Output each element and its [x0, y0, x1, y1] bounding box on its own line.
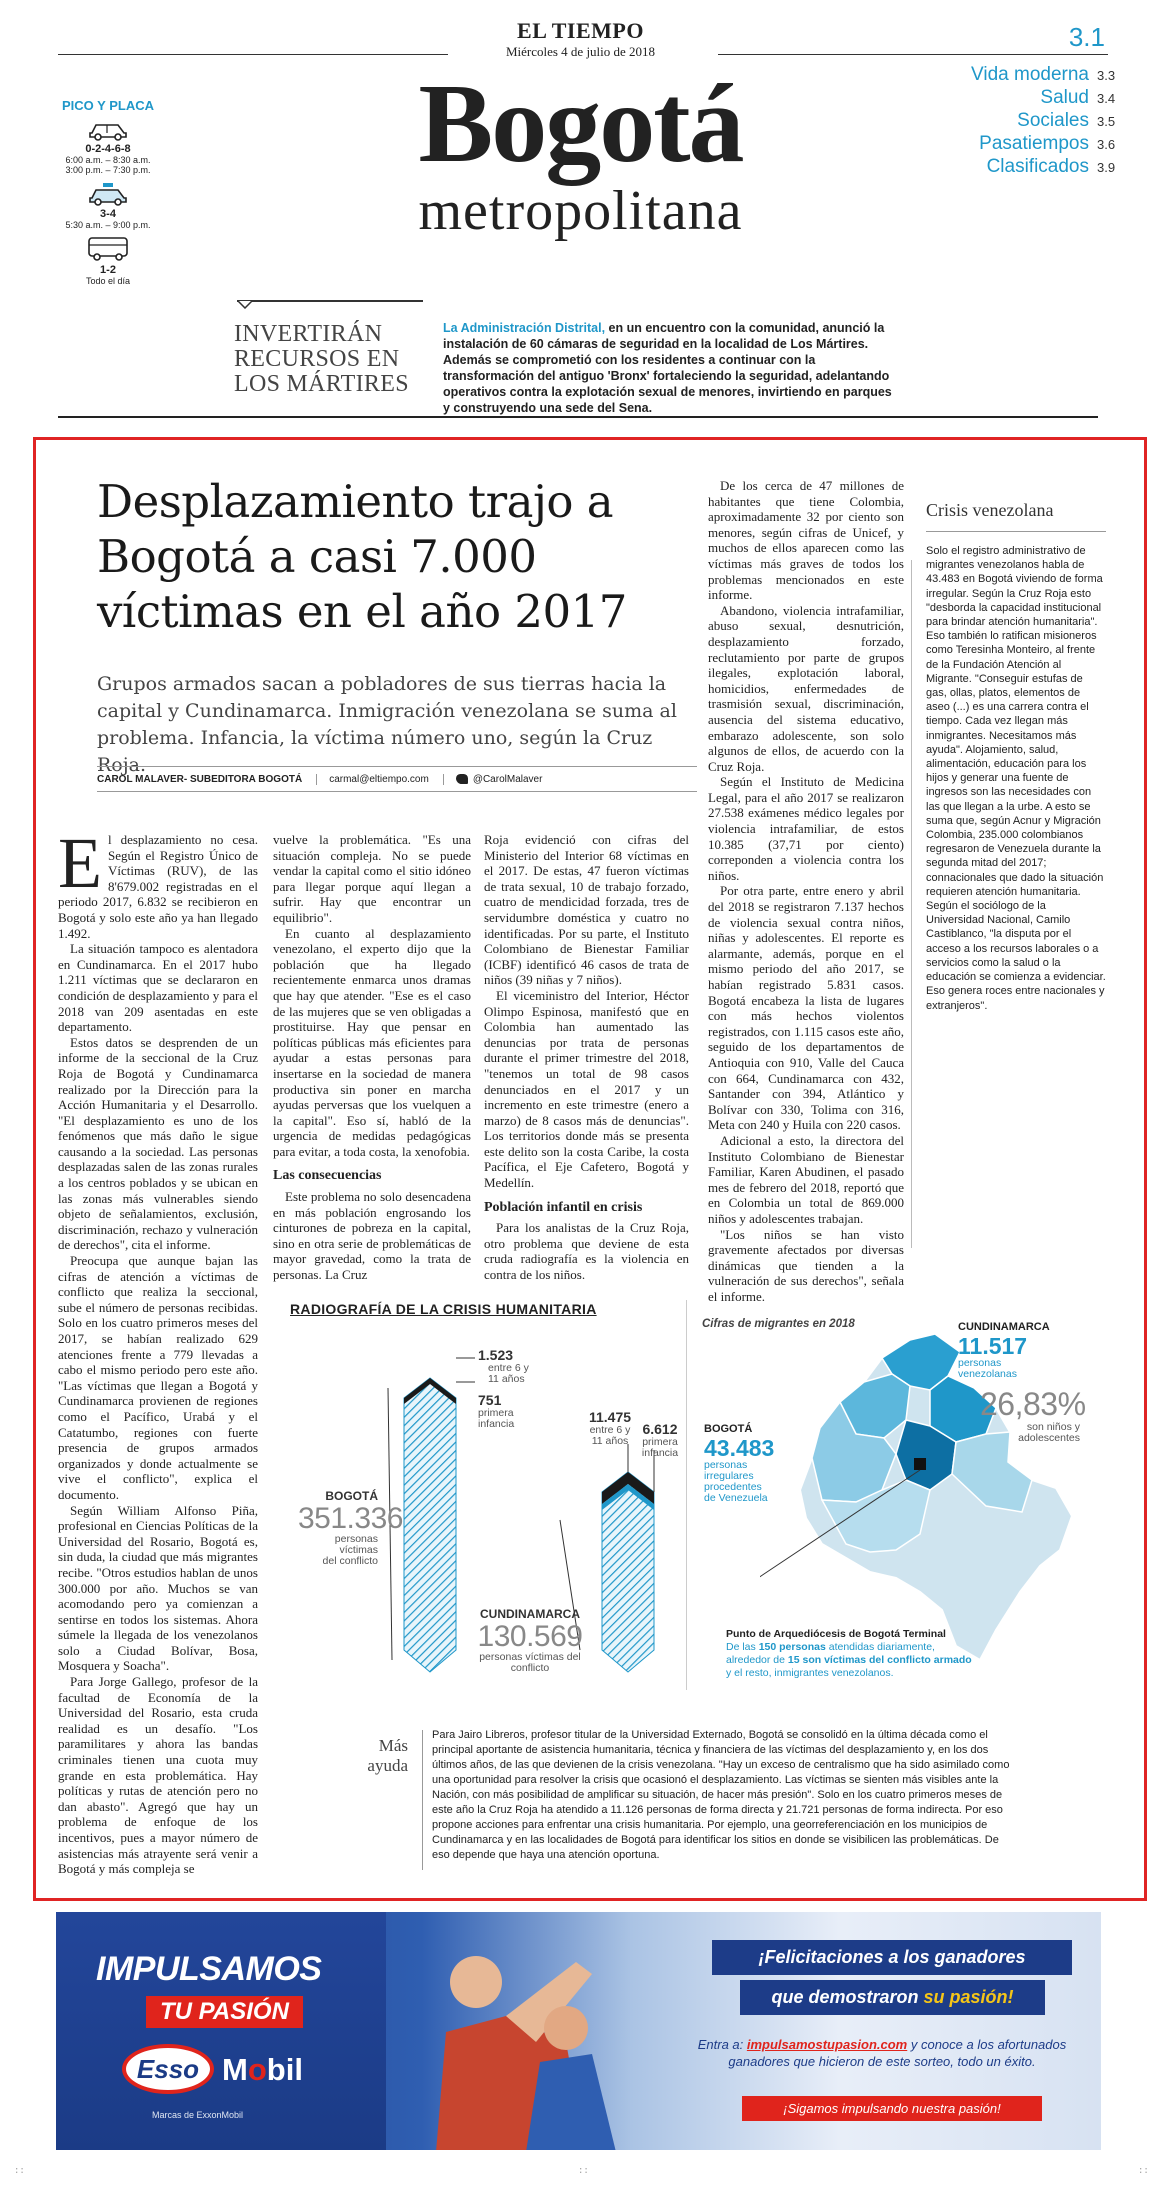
- ad-url-link[interactable]: impulsamostupasion.com: [746, 2037, 908, 2052]
- bogota-kids-number: 1.523: [478, 1347, 514, 1363]
- cund-early-label: infancia: [641, 1446, 679, 1459]
- ad-follow-banner: ¡Sigamos impulsando nuestra pasión!: [742, 2096, 1042, 2121]
- article-paragraph: El desplazamiento no cesa. Según el Registro Único de Víctimas (RUV), de las 8'679.002 registradas en el periodo 2017, 6.832 se recibieron en Bogotá y solo este año ya han llegado 1.492.: [58, 823, 258, 941]
- ad-congrats-banner: ¡Felicitaciones a los ganadores: [712, 1940, 1072, 1975]
- cund-total-block: [470, 1608, 590, 1674]
- section-index: [919, 64, 1119, 179]
- article-paragraph: De los cerca de 47 millones de habitantes que tiene Colombia, aproximadamente 32 por ciento son menores, según cifras de Unicef, y muchos de ellos aparecen como las víctimas más graves de todos los problemas mencionados en este informe.: [708, 478, 904, 603]
- ad-passion-banner: que demostraron su pasión!: [740, 1980, 1045, 2015]
- help-label: Más ayuda: [367, 1736, 408, 1775]
- migrants-bogota-block: [704, 1424, 774, 1504]
- cund-kids-label: 11 años: [591, 1434, 629, 1447]
- print-mark: ::: [14, 2166, 25, 2176]
- index-item-name: Clasificados: [986, 156, 1089, 177]
- article-paragraph: En cuanto al desplazamiento venezolano, el experto dijo que la población que ha llegado recientemente enmarca unos dramas que hay que atender. "Ese es el caso de las mujeres que se ven obligadas a prostituirse. Hay que pensar en políticas públicas más eficientes para ayudar a estas personas para insertarse en la sociedad de manera productiva sin poner en marcha ayudas perversas que los vuelquen a la capital". Eso sí, habló de la urgencia de medidas pedagógicas para evitar, a toda costa, la xenofobia.: [273, 925, 471, 1159]
- sidebar-divider: [911, 560, 912, 1248]
- migrants-pct-label: adolescentes: [1018, 1431, 1080, 1444]
- index-item-name: Sociales: [1017, 110, 1089, 131]
- article-paragraph: Según William Alfonso Piña, profesional en Ciencias Políticas de la Universidad del Rosario, Bogotá es, sin duda, la ciudad que más migrantes recibe. "Otros estudios hablan de unos 300.000 por año. Muchos se van acomodando pero ya comienzan a sentirse en todos los sistemas. Ahora súmele la llegada de los venezolanos solo a Ciudad Bolívar, Bosa, Mosquera y Soacha".: [58, 1502, 258, 1674]
- ad-banner[interactable]: [56, 1912, 1101, 2150]
- cund-early-block: [636, 1422, 684, 1459]
- sidebar-text: Solo el registro administrativo de migrantes venezolanos habla de 43.483 en Bogotá viviendo de forma irregular. Según la Cruz Roja esto "desborda la capacidad institucional para brindar atención humanitaria". Eso también lo ratifican misioneros como Teresinha Monteiro, al frente de la Fundación Atención al Migrante. "Conseguir estufas de gas, ollas, platos, elementos de aseo (...) es una carrera contra el tiempo. Cada vez llegan más inmigrantes. Necesitamos más ayuda". Alojamiento, salud, alimentación, educación para los hijos y generar una fuente de ingresos son las necesidades con las que llegan a la urbe. A esto se suma que, según Acnur y Migración Colombia, 235.000 colombianos regresaron de Venezuela durante la segunda mitad del 2017; connacionales que dado la situación requieren atención humanitaria. Según el sociólogo de la Universidad Nacional, Camilo Castiblanco, "la disputa por el acceso a los recursos laborales o a servicios como la salud o la educación se comienza a evidenciar. Eso genera roces entre nacionales y extranjeros".: [926, 545, 1106, 1012]
- taxi-plates: 3-4: [100, 207, 116, 220]
- article-column-4: [708, 478, 904, 1304]
- print-mark: ::: [578, 2166, 589, 2176]
- teaser-title-line: INVERTIRÁN: [234, 321, 383, 347]
- twitter-icon: [456, 774, 468, 784]
- car-plates: 0-2-4-6-8: [85, 143, 131, 155]
- infographic-divider: [686, 1300, 687, 1690]
- ad-enter-text: Entra a: impulsamostupasion.com y conoce a los afortunados ganadores que hicieron de este sorteo, todo un éxito.: [697, 2037, 1067, 2069]
- bus-hours: Todo el día: [85, 276, 131, 287]
- index-item[interactable]: [919, 64, 1119, 86]
- teaser-notch: [238, 301, 252, 309]
- index-item-name: Vida moderna: [971, 64, 1089, 85]
- index-item-page: 3.9: [1097, 160, 1116, 175]
- index-item-page: 3.6: [1097, 137, 1116, 152]
- cund-kids-label: entre 6 y: [589, 1423, 631, 1436]
- migrants-bog-name: BOGOTÁ: [704, 1423, 753, 1435]
- header-bottom-rule: [58, 416, 1098, 418]
- bogota-total: 351.336: [298, 1501, 403, 1535]
- article-column-2: [273, 832, 471, 1283]
- bogota-marker: [914, 1458, 926, 1470]
- cund-early-label: primera: [642, 1435, 678, 1448]
- article-paragraph: "Los niños se han visto gravemente afectados por diversas dinámicas que tienden a la vulneración de sus derechos", señala el informe.: [708, 1226, 904, 1304]
- index-item-page: 3.3: [1097, 68, 1116, 83]
- bogota-total-label: víctimas: [339, 1544, 378, 1557]
- index-item[interactable]: [919, 87, 1119, 109]
- migrants-cund-label: venezolanas: [958, 1367, 1017, 1380]
- teaser-lead: La Administración Distrital,: [443, 321, 606, 335]
- bogota-early-block: [478, 1393, 514, 1430]
- esso-logo: Esso: [122, 2044, 214, 2094]
- article-paragraph: Roja evidenció con cifras del Ministerio del Interior 68 víctimas en el 2017. De estas, 47 fueron víctimas de trata sexual, 10 de trabajo forzado, cuatro de mendicidad forzada, tres de servidumbre doméstica y cuatro no identificadas. Por su parte, el Instituto Colombiano de Bienestar Familiar (ICBF) identificó 46 casos de trata de niños (39 niñas y 7 niños).: [484, 832, 689, 988]
- article-paragraph: Estos datos se desprenden de un informe de la seccional de la Cruz Roja de Bogotá y Cundinamarca realizado por la Dirección para la Acción Humanitaria y el Desarrollo. "El desplazamiento es uno de los fenómenos que más daño le sigue causando a la sociedad. Las personas desplazadas salen de las zonas rurales a los centros poblados y se ubican en las zonas más vulnerables siendo objeto de señalamientos, exclusión, discriminación, rechazo y vulneración de derechos", cita el informe.: [58, 1034, 258, 1253]
- help-divider: [422, 1730, 423, 1870]
- car-hours-1: 6:00 a.m. – 8:30 a.m.: [65, 155, 151, 165]
- ad-fan-photo: [416, 1942, 646, 2150]
- bogota-early-label: primera: [478, 1406, 514, 1419]
- article-paragraph: Este problema no solo desencadena en más población engrosando los cinturones de pobreza en la capital, sino en otra serie de problemáticas de mayor gravedad, como la trata de personas. La Cruz: [273, 1189, 471, 1283]
- print-mark: ::: [1138, 2166, 1149, 2176]
- migrants-bog-label: irregulares: [704, 1469, 754, 1482]
- migrants-pct-block: [980, 1386, 1086, 1444]
- migrants-bog-label: personas: [704, 1458, 748, 1471]
- bogota-bar: [404, 1378, 456, 1672]
- article-paragraph: Para los analistas de la Cruz Roja, otro problema que deviene de esta cruda radiografía es la violencia en contra de los niños.: [484, 1220, 689, 1283]
- bogota-total-label: del conflicto: [322, 1555, 378, 1568]
- drop-cap: E: [58, 823, 102, 903]
- article-paragraph: Adicional a esto, la directora del Instituto Colombiano de Bienestar Familiar, Karen Abudinen, el pasado mes de febrero del 2018, reportó que en Colombia un total de 869.000 niños y adolescentes trabajan.: [708, 1132, 904, 1226]
- sidebar-crisis-venezolana: [926, 500, 1106, 1013]
- article-paragraph: El viceministro del Interior, Héctor Olimpo Espinosa, manifestó que en Colombia han aumentado las denuncias por trata de personas durante el primer trimestre del 2018, "tenemos un total de 98 casos denunciados en el 2017 y un incremento en este trimestre (enero a marzo) de 8 casos más de denuncias". Los territorios donde más se presenta este delito son la costa Caribe, la costa Pacífica, el Eje Cafetero, Bogotá y Medellín.: [484, 987, 689, 1191]
- ad-slogan-1: IMPULSAMOS: [96, 1950, 322, 1988]
- article-deck: Grupos armados sacan a pobladores de sus tierras hacia la capital y Cundinamarca. Inmigración venezolana se suma al problema. Infancia, la víctima número uno, según la Cruz Roja.: [97, 673, 677, 776]
- bogota-early-number: 751: [478, 1392, 502, 1408]
- pico-y-placa-taxi: [58, 182, 158, 230]
- migrants-bog-label: de Venezuela: [704, 1491, 768, 1504]
- article-column-1: [58, 823, 258, 1877]
- index-item[interactable]: [919, 133, 1119, 155]
- migrants-title: Cifras de migrantes en 2018: [702, 1318, 855, 1330]
- index-item-page: 3.4: [1097, 91, 1116, 106]
- cund-kids-block: [585, 1410, 635, 1447]
- migrants-cund-name: CUNDINAMARCA: [958, 1321, 1050, 1333]
- newspaper-name: EL TIEMPO: [517, 18, 644, 43]
- cund-kids-number: 11.475: [588, 1409, 632, 1425]
- taxi-hours: 5:30 a.m. – 9:00 p.m.: [65, 219, 151, 230]
- migrants-pct: 26,83%: [980, 1386, 1086, 1422]
- index-item-name: Pasatiempos: [979, 133, 1089, 154]
- migrants-cund-label: personas: [958, 1356, 1002, 1369]
- car-hours-2: 3:00 p.m. – 7:30 p.m.: [65, 165, 151, 176]
- byline-twitter[interactable]: @CarolMalaver: [472, 773, 543, 785]
- cund-early-number: 6.612: [642, 1421, 678, 1437]
- ad-marcas: Marcas de ExxonMobil: [152, 2110, 244, 2120]
- bogota-name: BOGOTÁ: [325, 1489, 378, 1503]
- page-number: 3.1: [1068, 22, 1105, 52]
- subheading-child-population: Población infantil en crisis: [484, 1199, 643, 1215]
- pico-y-placa-title: PICO Y PLACA: [62, 98, 154, 113]
- article-column-3: [484, 832, 689, 1283]
- infographic-title: RADIOGRAFÍA DE LA CRISIS HUMANITARIA: [290, 1301, 597, 1317]
- issue-date: Miércoles 4 de julio de 2018: [505, 44, 656, 59]
- section-title: Bogotá: [418, 62, 743, 186]
- ad-slogan-2: TU PASIÓN: [146, 1996, 303, 2028]
- cund-total: 130.569: [477, 1619, 583, 1653]
- taxi-icon: [88, 182, 128, 206]
- pico-y-placa-bus: [58, 236, 158, 286]
- migrants-pct-label: son niños y: [1026, 1420, 1080, 1433]
- article-paragraph: vuelve la problemática. "Es una situación compleja. No se puede vendar la capital como el sitio idóneo para llegar porque aquí llegan a sufrir. Hay que encontrar un equilibrio".: [273, 832, 471, 925]
- bus-plates: 1-2: [100, 264, 116, 277]
- article-paragraph: Abandono, violencia intrafamiliar, abuso sexual, desnutrición, desplazamiento forzado, reclutamiento por parte de grupos ilegales, explotación laboral, homicidios, enfermedades de trasmisión sexual, discriminación, ausencia del sistema educativo, embarazo adolescente, son solo algunos de ellos, de acuerdo con la Cruz Roja.: [708, 602, 904, 774]
- bogota-kids-label: 11 años: [488, 1372, 525, 1385]
- migrants-cund-block: [958, 1322, 1050, 1380]
- migrants-cund-number: 11.517: [958, 1332, 1028, 1359]
- teaser-title[interactable]: [234, 322, 439, 397]
- help-text: Para Jairo Libreros, profesor titular de la Universidad Externado, Bogotá se consolidó en la última década como el principal aportante de asistencia humanitaria, técnica y financiera de las víctimas del desplazamiento y, en los dos últimos años, de las que devienen de la crisis venezolana. "Hay un exceso de centralismo que ha sido asimilado como una oportunidad para resolver la crisis que ocasionó el desplazamiento. Las víctimas se sienten más visibles ante la Nación, con más posibilidad de amplificar su situación, de hacer más presión". Solo en los cuatro primeros meses de este año la Cruz Roja ha atendido a 11.126 personas de forma directa y 21.721 personas de forma indirecta. Por eso propone acciones para enfrentar una crisis humanitaria. Por ejemplo, una georreferenciación en los municipios de Cundinamarca y en las localidades de Bogotá para identificar los sitios en donde se visibilicen las problemáticas. De eso depende que haya una atención oportuna.: [432, 1729, 1010, 1861]
- arquediocesis-point: Punto de Arquediócesis de Bogotá Terminal De las 150 personas atendidas diariamente, alrededor de 15 son víctimas del conflicto armado y el resto, inmigrantes venezolanos.: [726, 1628, 976, 1680]
- bogota-kids-block: [478, 1348, 529, 1385]
- bogota-total-label: personas: [334, 1533, 378, 1546]
- article-paragraph: Preocupa que aunque bajan las cifras de atención a víctimas de conflicto que realiza la seccional, sube el número de personas recibidas. Solo en los cuatro primeros meses del 2017, se habían realizado 629 atenciones frente a 779 llevadas a cabo el mismo periodo pero este año. "Las víctimas que llegan a Bogotá y Cundinamarca provienen de regiones como el Pacífico, Urabá y el Catatumbo, regiones con fuerte presencia de grupos armados organizados y donde actualmente se vive el conflicto", explica el documento.: [58, 1253, 258, 1502]
- teaser-title-line: RECURSOS EN: [234, 346, 400, 372]
- article-byline: [97, 766, 697, 792]
- index-item[interactable]: [919, 110, 1119, 132]
- migrants-bog-label: procedentes: [704, 1480, 762, 1493]
- byline-author: CAROL MALAVER- SUBEDITORA BOGOTÁ: [97, 774, 317, 785]
- teaser-title-line: LOS MÁRTIRES: [234, 371, 409, 397]
- bogota-total-block: [298, 1489, 403, 1568]
- index-item-page: 3.5: [1097, 114, 1116, 129]
- sidebar-title: Crisis venezolana: [926, 500, 1106, 532]
- teaser-rule: [237, 300, 423, 302]
- bus-icon: [86, 236, 130, 262]
- article-paragraph: La situación tampoco es alentadora en Cundinamarca. En el 2017 hubo 1.211 víctimas que se declararon en condición de desplazamiento y para el 2018 van 209 asentadas en este departamento.: [58, 941, 258, 1035]
- teaser-text: [443, 320, 893, 416]
- car-icon: [88, 119, 128, 141]
- pico-y-placa-car: [58, 119, 158, 176]
- teaser-body: en un encuentro con la comunidad, anunció la instalación de 60 cámaras de seguridad en la localidad de Los Mártires. Además se comprometió con los residentes a continuar con la transformación del antiguo 'Bronx' fortaleciendo la seguridad, adelantando operativos contra la explotación sexual de menores, invirtiendo en parques y construyendo una sede del Sena.: [443, 321, 892, 415]
- index-item[interactable]: [919, 156, 1119, 178]
- migrants-bog-number: 43.483: [704, 1434, 775, 1461]
- cund-name: CUNDINAMARCA: [480, 1607, 580, 1621]
- article-paragraph: Según el Instituto de Medicina Legal, para el año 2017 se realizaron 27.538 exámenes médico legales por violencia intrafamiliar, de estos 10.385 (37,71 por ciento) correponden a violencia contra los niños.: [708, 774, 904, 883]
- article-paragraph: Para Jorge Gallego, profesor de la facultad de Economía de la Universidad del Rosario, esta cruda realidad es un desafío. "Los paramilitares y ahora las bandas criminales tienen una cuota muy grande en esta problemática. Hay políticas y rutas de atención pero no dan abasto". Agregó que hay un problema de enfoque de los incentivos, pues a mayor número de asistencias más atrayente será venir a Bogotá y más compleja se: [58, 1674, 258, 1877]
- mobil-logo: Mobil: [222, 2052, 303, 2087]
- subheading-consequences: Las consecuencias: [273, 1168, 382, 1184]
- article-headline: Desplazamiento trajo a Bogotá a casi 7.000 víctimas en el año 2017: [97, 475, 627, 638]
- byline-email[interactable]: carmal@eltiempo.com: [329, 774, 444, 785]
- pico-y-placa-box: [58, 98, 158, 292]
- bogota-kids-label: entre 6 y: [488, 1361, 529, 1374]
- cund-total-label: personas víctimas del conflicto: [479, 1651, 581, 1675]
- bogota-early-label: infancia: [478, 1417, 515, 1430]
- section-subtitle: metropolitana: [418, 180, 743, 242]
- point-title: Punto de Arquediócesis de Bogotá Terminal: [726, 1628, 946, 1640]
- article-paragraph: Por otra parte, entre enero y abril del 2018 se registraron 7.137 hechos de violencia sexual contra niños, niñas y adolescentes. El reporte es alarmante, además, porque en el mismo periodo del año 2017, se habían registrado 5.831 casos. Bogotá encabeza la lista de lugares con más hechos violentos registrados, con 1.115 casos este año, seguido de los departamentos de Antioquia con 910, Valle del Cauca con 664, Cundinamarca con 432, Santander con 394, Atlántico y Bolívar con 330, Tolima con 316, Meta con 240 y Huila con 220 casos.: [708, 883, 904, 1133]
- index-item-name: Salud: [1040, 87, 1089, 108]
